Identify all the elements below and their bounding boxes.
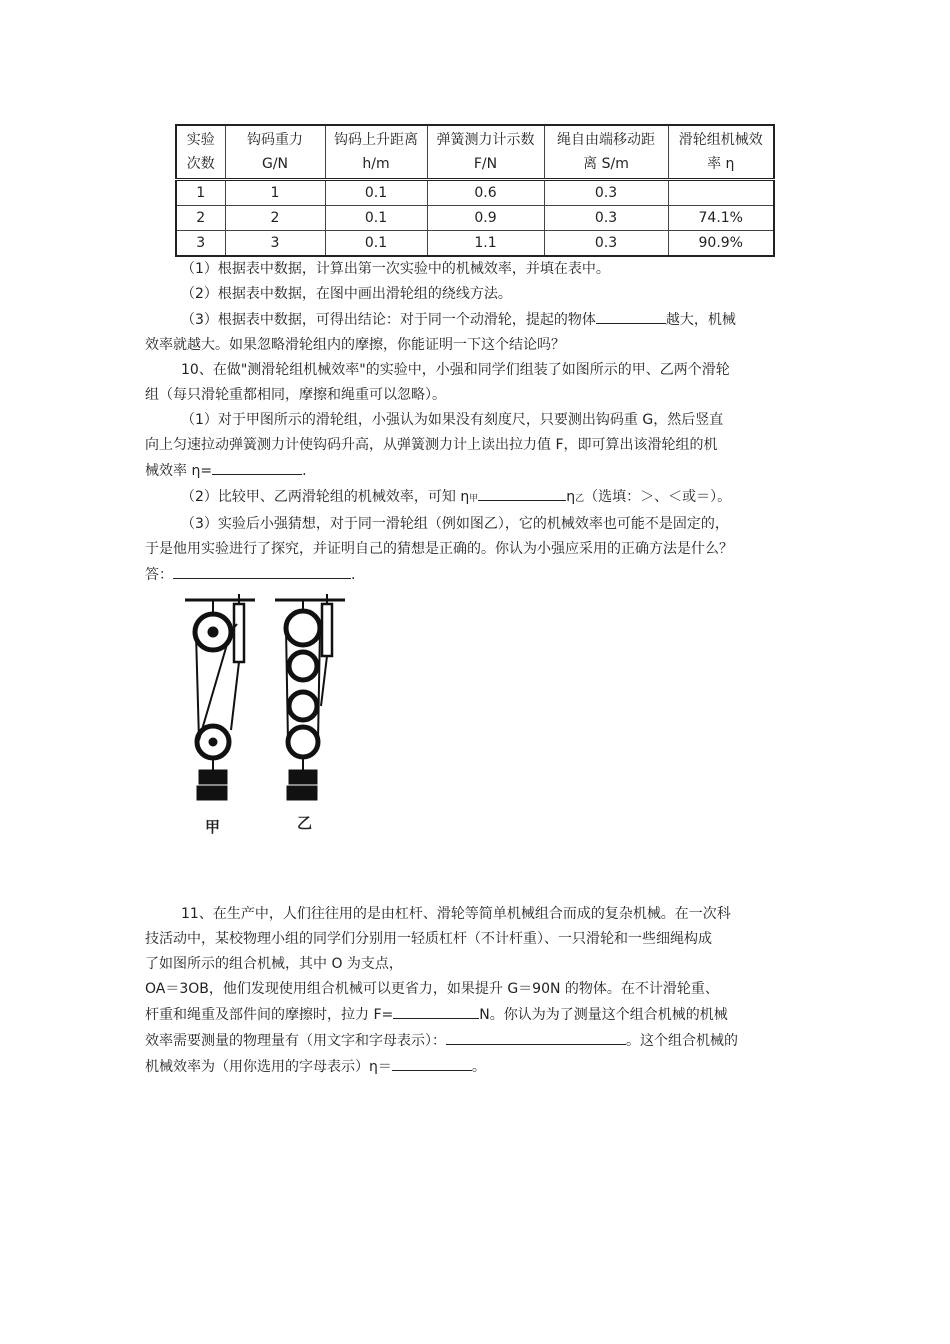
table-cell: 0.1 — [325, 231, 427, 257]
table-cell: 3 — [225, 231, 325, 257]
q11-line4: OA＝3OB，他们发现使用组合机械可以更省力，如果提升 G＝90N 的物体。在不计滑轮重、 — [145, 981, 719, 997]
q10-intro: 10、在做"测滑轮组机械效率"的实验中，小强和同学们组装了如图所示的甲、乙两个滑轮 — [181, 362, 730, 378]
table-cell: 0.1 — [325, 180, 427, 206]
q11-line6: 效率需要测量的物理量有（用文字和字母表示）： 。这个组合机械的 — [145, 1028, 810, 1054]
pulley-system-right — [275, 594, 345, 800]
header-cell: 实验 次数 — [176, 125, 225, 180]
table-cell: 0.3 — [544, 180, 668, 206]
table-cell-efficiency-blank[interactable] — [668, 180, 774, 206]
answer-blank[interactable] — [393, 1002, 479, 1019]
q11-line3: 了如图所示的组合机械，其中 O 为支点， — [145, 956, 403, 972]
q10-item1-cont: 向上匀速拉动弹簧测力计使钩码升高，从弹簧测力计上读出拉力值 F，即可算出该滑轮组的机 — [145, 437, 718, 453]
header-cell: 弹簧测力计示数 F/N — [427, 125, 544, 180]
table-cell: 1 — [176, 180, 225, 206]
pulley-diagram — [175, 594, 375, 844]
header-cell: 滑轮组机械效 率 η — [668, 125, 774, 180]
answer-blank[interactable] — [478, 484, 566, 501]
header-cell: 钩码重力 G/N — [225, 125, 325, 180]
table-cell: 1.1 — [427, 231, 544, 257]
table-cell: 0.9 — [427, 206, 544, 231]
q9-item2: （2）根据表中数据，在图中画出滑轮组的绕线方法。 — [181, 286, 512, 302]
q9-item1: （1）根据表中数据，计算出第一次实验中的机械效率，并填在表中。 — [181, 261, 610, 277]
header-cell: 绳自由端移动距 离 S/m — [544, 125, 668, 180]
q10-item3-cont: 于是他用实验进行了探究，并证明自己的猜想是正确的。你认为小强应采用的正确方法是什么？ — [145, 541, 733, 557]
answer-blank[interactable] — [173, 562, 351, 579]
table-cell: 0.3 — [544, 206, 668, 231]
table-cell: 0.6 — [427, 180, 544, 206]
table-cell: 1 — [225, 180, 325, 206]
q10-item3: （3）实验后小强猜想，对于同一滑轮组（例如图乙），它的机械效率也可能不是固定的， — [181, 516, 729, 532]
q10-item1: （1）对于甲图所示的滑轮组，小强认为如果没有刻度尺，只要测出钩码重 G，然后竖直 — [181, 412, 724, 428]
answer-blank[interactable] — [212, 458, 302, 475]
table-header-row — [176, 125, 774, 180]
q10-intro-cont: 组（每只滑轮重都相同，摩擦和绳重可以忽略）。 — [145, 387, 446, 403]
q10-item2: （2）比较甲、乙两滑轮组的机械效率，可知 η甲 η乙（选填：＞、＜或＝）。 — [145, 484, 810, 512]
table-cell: 2 — [225, 206, 325, 231]
q11-line1: 11、在生产中，人们往往用的是由杠杆、滑轮等简单机械组合而成的复杂机械。在一次科 — [181, 906, 731, 922]
pulley-figure — [175, 594, 375, 844]
table-cell: 0.1 — [325, 206, 427, 231]
q10-item3-answer: 答： . — [145, 562, 810, 588]
q11-line5: 杆重和绳重及部件间的摩擦时，拉力 F= N。你认为为了测量这个组合机械的机械 — [145, 1002, 810, 1028]
q10-item1-end: 械效率 η= . — [145, 458, 810, 484]
table-row — [176, 231, 774, 257]
experiment-table — [175, 124, 775, 257]
table-cell: 3 — [176, 231, 225, 257]
table-cell: 90.9% — [668, 231, 774, 257]
figure-label-right: 乙 — [297, 814, 313, 832]
table-row — [176, 180, 774, 206]
table-cell: 2 — [176, 206, 225, 231]
figure-label-left: 甲 — [205, 818, 221, 836]
q9-item3-cont: 效率就越大。如果忽略滑轮组内的摩擦，你能证明一下这个结论吗？ — [145, 337, 565, 353]
table-cell: 74.1% — [668, 206, 774, 231]
q9-item3: （3）根据表中数据，可得出结论：对于同一个动滑轮，提起的物体 越大，机械 — [145, 307, 810, 333]
table-cell: 0.3 — [544, 231, 668, 257]
answer-blank[interactable] — [446, 1028, 626, 1045]
answer-blank[interactable] — [596, 307, 666, 324]
q11-line7: 机械效率为（用你选用的字母表示）η＝ 。 — [145, 1054, 810, 1080]
document-page — [145, 124, 810, 1080]
table-row — [176, 206, 774, 231]
q11-line2: 技活动中，某校物理小组的同学们分别用一轻质杠杆（不计杆重）、一只滑轮和一些细绳构成 — [145, 931, 712, 947]
pulley-system-left — [185, 594, 255, 800]
answer-blank[interactable] — [392, 1054, 472, 1071]
header-cell: 钩码上升距离 h/m — [325, 125, 427, 180]
